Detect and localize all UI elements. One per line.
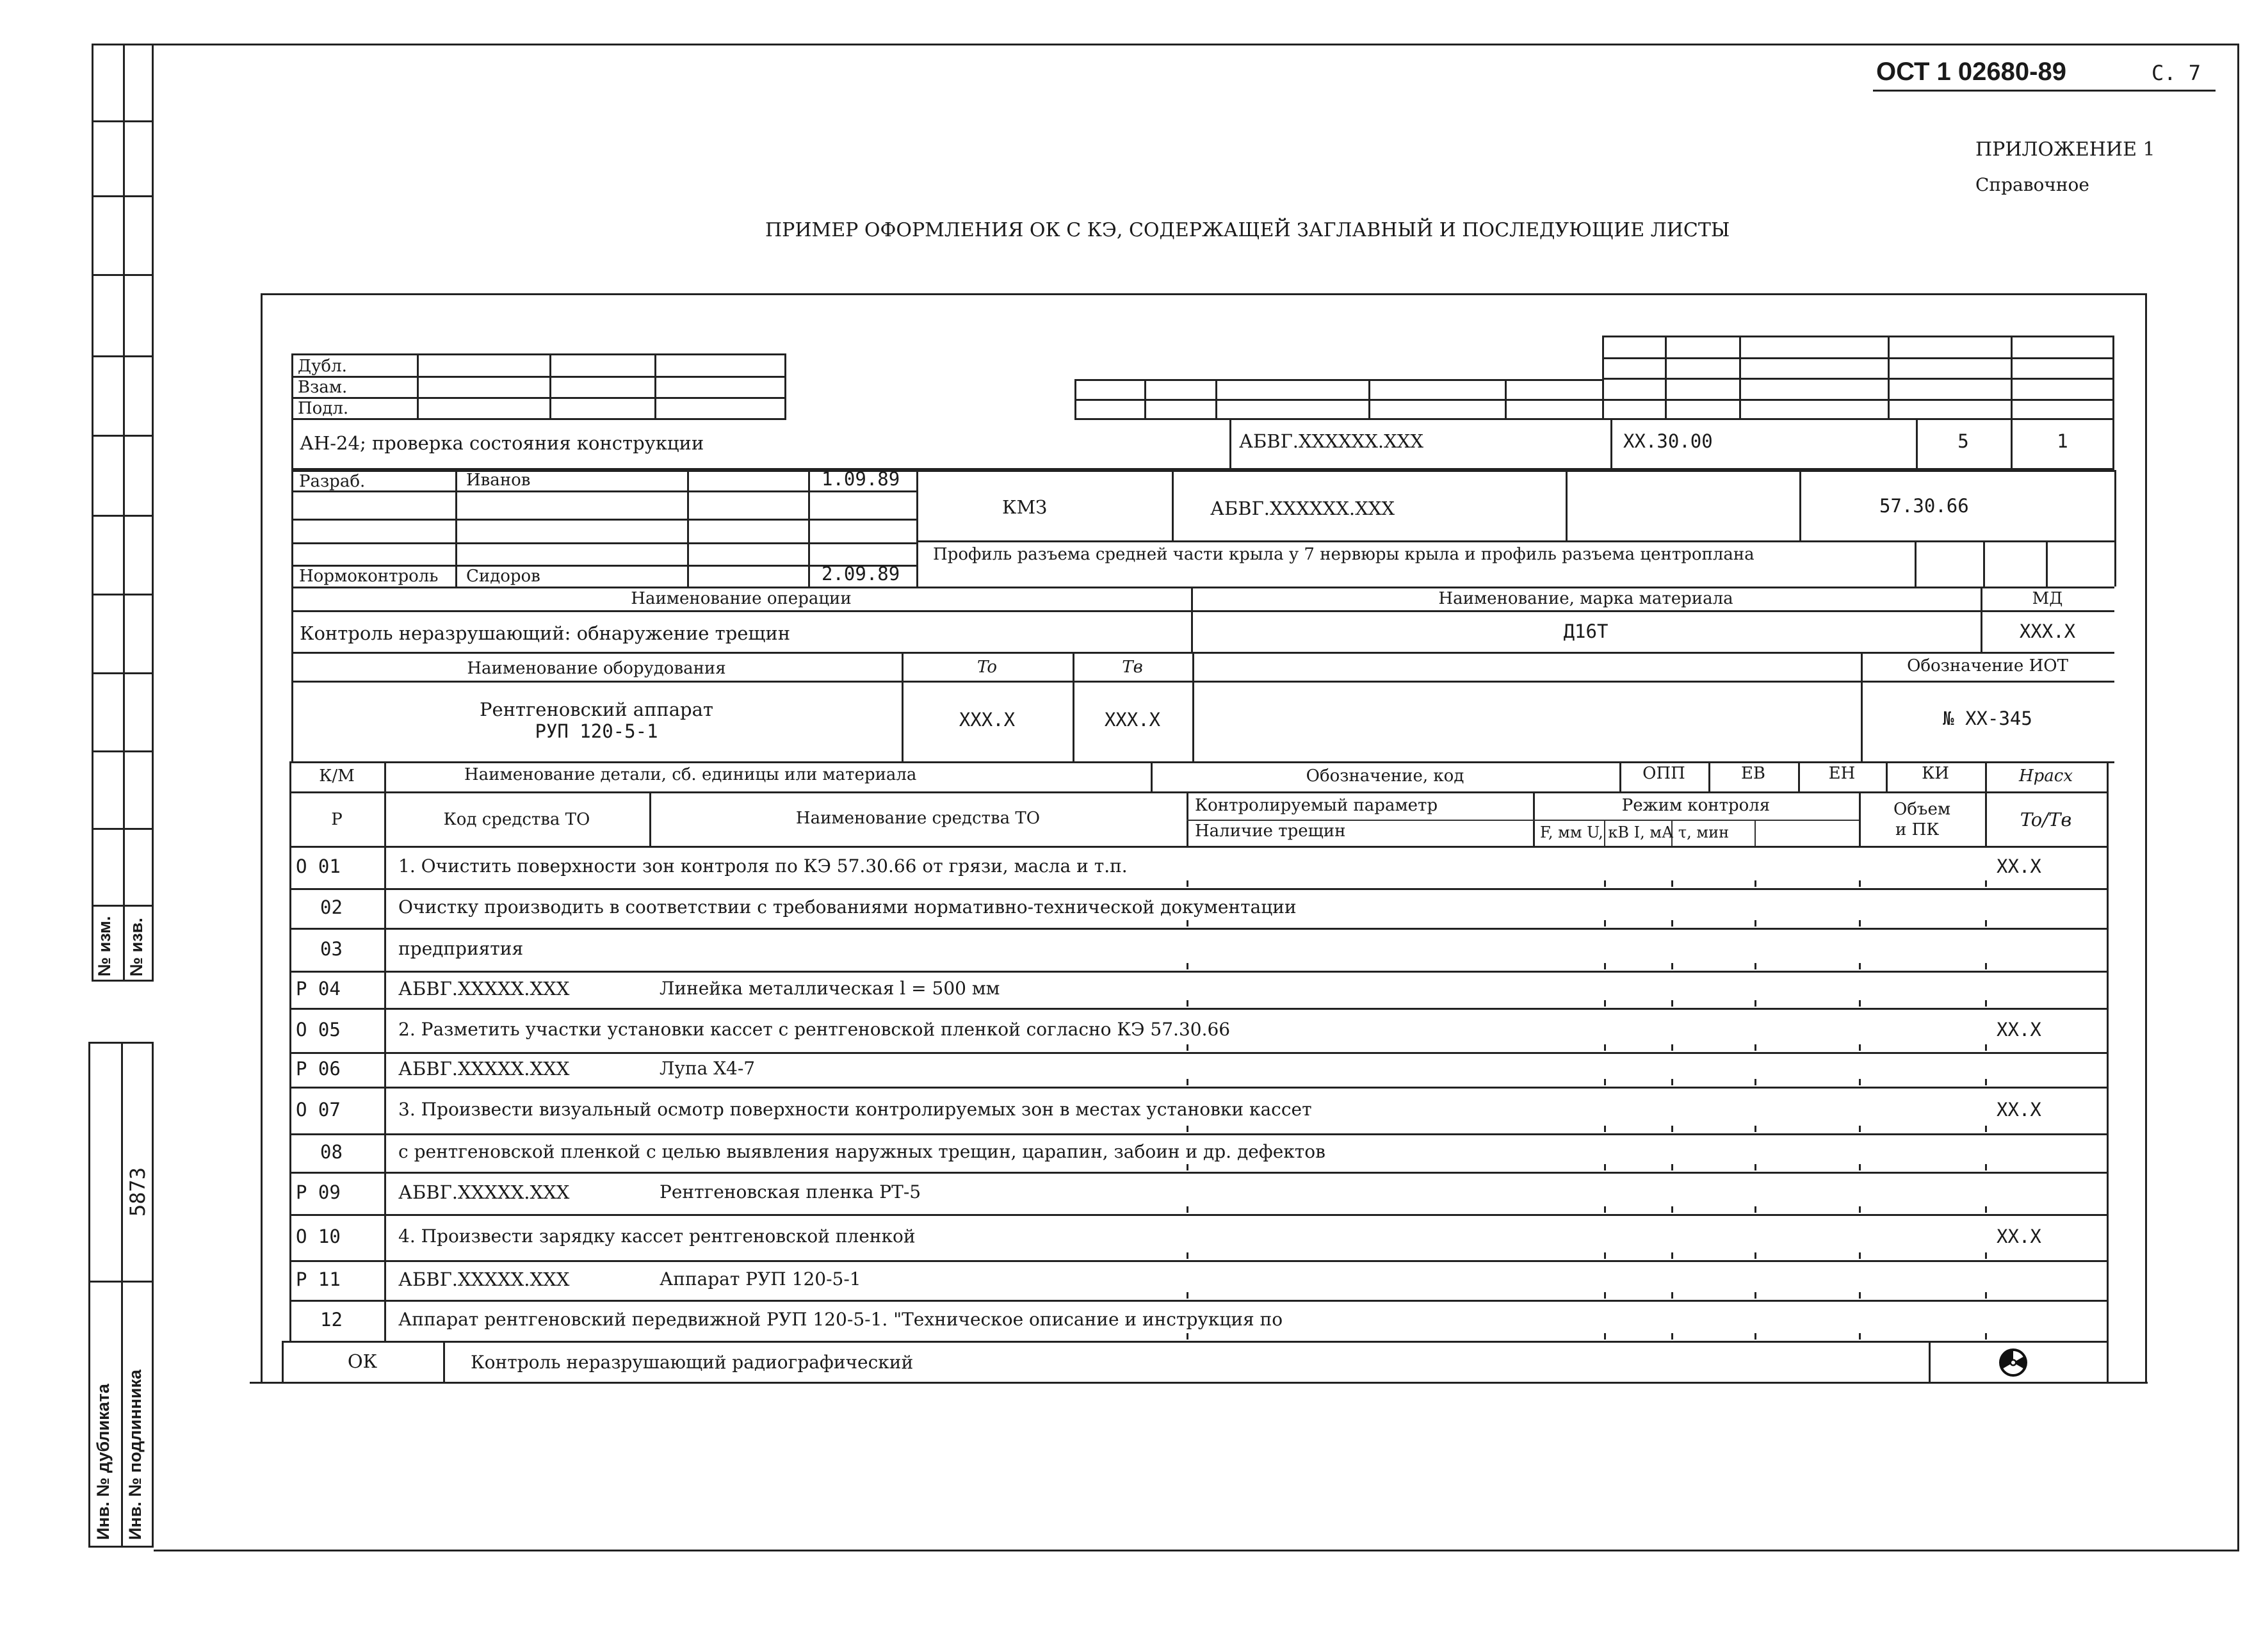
column-tick (1187, 1044, 1188, 1051)
column-tick (1187, 1292, 1188, 1299)
col-tt: To/Tв (2020, 809, 2072, 830)
column-tick (1187, 1252, 1188, 1259)
side-inv-podl: Инв. № подлинника (126, 1370, 145, 1540)
column-tick (1985, 1333, 1987, 1340)
stamp-vzam: Взам. (298, 378, 348, 397)
column-tick (1859, 1292, 1861, 1299)
row-code: АБВГ.XXXXX.XXX (398, 978, 570, 1000)
column-tick (1187, 1126, 1188, 1132)
column-tick (1187, 1000, 1188, 1007)
column-tick (1604, 1079, 1606, 1085)
column-tick (1671, 963, 1673, 969)
column-tick (1859, 1079, 1861, 1085)
equipment-tv: XXX.X (1104, 709, 1161, 731)
col-name-to: Наименование средства ТО (795, 809, 1041, 828)
object-doc-code: АБВГ.XXXXXX.XXX (1239, 430, 1424, 452)
column-tick (1755, 1333, 1756, 1340)
column-tick (1859, 1000, 1861, 1007)
column-tick (1604, 1206, 1606, 1213)
object-code2: XX.30.00 (1623, 430, 1713, 452)
column-tick (1985, 1126, 1987, 1132)
side-inv-dubl: Инв. № дубликата (93, 1384, 113, 1540)
row-number: Р 04 (296, 978, 341, 1000)
column-tick (1755, 1044, 1756, 1051)
part-name: Профиль разъема средней части крыла у 7 нервюры крыла и профиль разъема центроплана (933, 545, 1755, 564)
iot-value: № XX-345 (1943, 708, 2032, 729)
material-value: Д16Т (1563, 620, 1609, 642)
column-tick (1604, 1252, 1606, 1259)
col-mode: Режим контроля (1621, 796, 1771, 815)
col-en: ЕН (1828, 764, 1856, 783)
row-text: Аппарат рентгеновский передвижной РУП 120-5-1. "Техническое описание и инструкция по (398, 1309, 1283, 1330)
object-sheet: 1 (2057, 430, 2068, 452)
col-designation: Обозначение, код (1306, 766, 1464, 786)
col-km: К/М (319, 766, 355, 786)
appendix-type: Справочное (1975, 174, 2089, 195)
col-hrasch: Нрасх (2018, 766, 2073, 786)
row-time: XX.X (1997, 1099, 2041, 1121)
row-number: Р 09 (296, 1181, 341, 1203)
column-tick (1671, 1126, 1673, 1132)
row-number: 12 (320, 1309, 343, 1331)
equipment-to-label: To (977, 658, 997, 677)
column-tick (1671, 1164, 1673, 1170)
object-sheets: 5 (1957, 430, 1969, 452)
equipment-name-1: Рентгеновский аппарат (480, 699, 713, 720)
column-tick (1859, 1044, 1861, 1051)
row-text: предприятия (398, 938, 524, 959)
column-tick (1604, 1044, 1606, 1051)
row-number: 02 (320, 896, 343, 918)
col-r: Р (331, 810, 343, 829)
column-tick (1604, 1000, 1606, 1007)
iot-label: Обозначение ИОТ (1907, 656, 2068, 676)
footer-text: Контроль неразрушающий радиографический (471, 1352, 914, 1373)
column-tick (1985, 1206, 1987, 1213)
column-tick (1755, 1000, 1756, 1007)
part-number: 57.30.66 (1879, 495, 1969, 517)
row-text: Рентгеновская пленка РТ-5 (660, 1181, 921, 1203)
column-tick (1187, 963, 1188, 969)
equipment-name-2: РУП 120-5-1 (535, 720, 658, 742)
col-code-to: Код средства ТО (443, 810, 590, 829)
row-code: АБВГ.XXXXX.XXX (398, 1268, 570, 1290)
equipment-to: XXX.X (959, 709, 1016, 731)
norm-name: Сидоров (466, 567, 540, 586)
column-tick (1755, 920, 1756, 927)
stamp-podl: Подл. (298, 399, 349, 418)
column-tick (1985, 1292, 1987, 1299)
row-number: О 05 (296, 1019, 341, 1041)
row-number: О 07 (296, 1099, 341, 1121)
row-text: 2. Разметить участки установки кассет с рентгеновской пленкой согласно КЭ 57.30.66 (398, 1019, 1231, 1040)
col-mode-units: F, мм U, кВ I, мА τ, мин (1540, 823, 1730, 841)
column-tick (1187, 1164, 1188, 1170)
row-text: Очистку производить в соответствии с требованиями нормативно-технической документации (398, 896, 1297, 918)
column-tick (1755, 880, 1756, 887)
radiation-icon (1998, 1347, 2029, 1378)
row-number: Р 06 (296, 1058, 341, 1080)
row-text: Линейка металлическая l = 500 мм (660, 978, 1000, 999)
row-number: О 01 (296, 855, 341, 877)
column-tick (1985, 1000, 1987, 1007)
row-text: 3. Произвести визуальный осмотр поверхности контролируемых зон в местах установки кассет (398, 1099, 1312, 1120)
column-tick (1671, 1333, 1673, 1340)
column-tick (1604, 1164, 1606, 1170)
row-time: XX.X (1997, 855, 2041, 877)
page-number: С. 7 (2152, 61, 2201, 85)
col-param-value: Наличие трещин (1195, 822, 1346, 841)
row-text: с рентгеновской пленкой с целью выявления наружных трещин, царапин, забоин и др. дефектов (398, 1141, 1325, 1162)
norm-date: 2.09.89 (822, 563, 900, 585)
column-tick (1755, 963, 1756, 969)
norm-label: Нормоконтроль (299, 567, 439, 586)
column-tick (1985, 1044, 1987, 1051)
column-tick (1604, 1333, 1606, 1340)
page-title: ПРИМЕР ОФОРМЛЕНИЯ ОК С КЭ, СОДЕРЖАЩЕЙ ЗАГЛАВНЫЙ И ПОСЛЕДУЮЩИЕ ЛИСТЫ (765, 219, 1730, 241)
column-tick (1859, 1164, 1861, 1170)
stamp-box (291, 353, 786, 420)
column-tick (1985, 920, 1987, 927)
column-tick (1671, 920, 1673, 927)
part-code: АБВГ.XXXXXX.XXX (1210, 498, 1395, 519)
side-izv-label: № изв. (127, 918, 146, 976)
column-tick (1859, 920, 1861, 927)
razrab-date: 1.09.89 (822, 468, 900, 490)
standard-number: ОСТ 1 02680-89 (1876, 58, 2066, 86)
razrab-name: Иванов (466, 471, 531, 490)
column-tick (1859, 1206, 1861, 1213)
column-tick (1187, 1206, 1188, 1213)
row-text: 1. Очистить поверхности зон контроля по КЭ 57.30.66 от грязи, масла и т.п. (398, 855, 1128, 877)
appendix-label: ПРИЛОЖЕНИЕ 1 (1975, 138, 2155, 161)
column-tick (1859, 1126, 1861, 1132)
row-code: АБВГ.XXXXX.XXX (398, 1058, 570, 1080)
razrab-label: Разраб. (299, 472, 366, 491)
column-tick (1671, 1206, 1673, 1213)
md-label: МД (2032, 589, 2063, 608)
operation-name-label: Наименование операции (631, 589, 852, 608)
column-tick (1671, 1252, 1673, 1259)
column-tick (1604, 880, 1606, 887)
col-ki: КИ (1922, 764, 1949, 783)
column-tick (1187, 920, 1188, 927)
part-doc-type: КМЗ (1002, 496, 1048, 518)
equipment-tv-label: Tв (1122, 658, 1143, 677)
footer-code: ОК (347, 1350, 378, 1372)
stamp-dubl: Дубл. (298, 357, 347, 376)
equipment-label: Наименование оборудования (467, 659, 726, 678)
column-tick (1859, 880, 1861, 887)
row-number: Р 11 (296, 1268, 341, 1290)
column-tick (1985, 1252, 1987, 1259)
column-tick (1985, 1079, 1987, 1085)
column-tick (1604, 963, 1606, 969)
row-text: 4. Произвести зарядку кассет рентгеновской пленкой (398, 1226, 916, 1247)
col-volume: Объем (1893, 800, 1951, 819)
row-code: АБВГ.XXXXX.XXX (398, 1181, 570, 1203)
column-tick (1859, 963, 1861, 969)
col-param: Контролируемый параметр (1195, 796, 1438, 815)
column-tick (1187, 880, 1188, 887)
column-tick (1755, 1164, 1756, 1170)
column-tick (1671, 1079, 1673, 1085)
column-tick (1755, 1126, 1756, 1132)
material-label: Наименование, марка материала (1438, 589, 1733, 608)
object-description: АН-24; проверка состояния конструкции (300, 432, 704, 454)
column-tick (1755, 1079, 1756, 1085)
column-tick (1671, 1044, 1673, 1051)
side-izm-label: № изм. (95, 916, 114, 976)
column-tick (1859, 1252, 1861, 1259)
column-tick (1604, 1126, 1606, 1132)
column-tick (1604, 1292, 1606, 1299)
column-tick (1671, 880, 1673, 887)
row-text: Лупа X4-7 (660, 1058, 756, 1079)
col-opp: ОПП (1642, 764, 1685, 783)
col-ev: ЕВ (1740, 764, 1766, 783)
column-tick (1859, 1333, 1861, 1340)
column-tick (1671, 1000, 1673, 1007)
column-tick (1985, 1164, 1987, 1170)
row-number: 08 (320, 1141, 343, 1163)
column-tick (1985, 880, 1987, 887)
column-tick (1985, 963, 1987, 969)
col-volume2: и ПК (1895, 820, 1940, 839)
operation-name: Контроль неразрушающий: обнаружение трещин (300, 622, 791, 644)
col-detail: Наименование детали, сб. единицы или материала (464, 765, 917, 784)
row-time: XX.X (1997, 1226, 2041, 1247)
row-number: 03 (320, 938, 343, 960)
side-number: 5873 (126, 1167, 150, 1217)
column-tick (1755, 1292, 1756, 1299)
column-tick (1755, 1252, 1756, 1259)
row-number: О 10 (296, 1226, 341, 1247)
row-time: XX.X (1997, 1019, 2041, 1041)
column-tick (1187, 1333, 1188, 1340)
md-value: XXX.X (2019, 620, 2076, 642)
column-tick (1755, 1206, 1756, 1213)
column-tick (1187, 1079, 1188, 1085)
column-tick (1604, 920, 1606, 927)
column-tick (1671, 1292, 1673, 1299)
row-text: Аппарат РУП 120-5-1 (660, 1268, 861, 1290)
